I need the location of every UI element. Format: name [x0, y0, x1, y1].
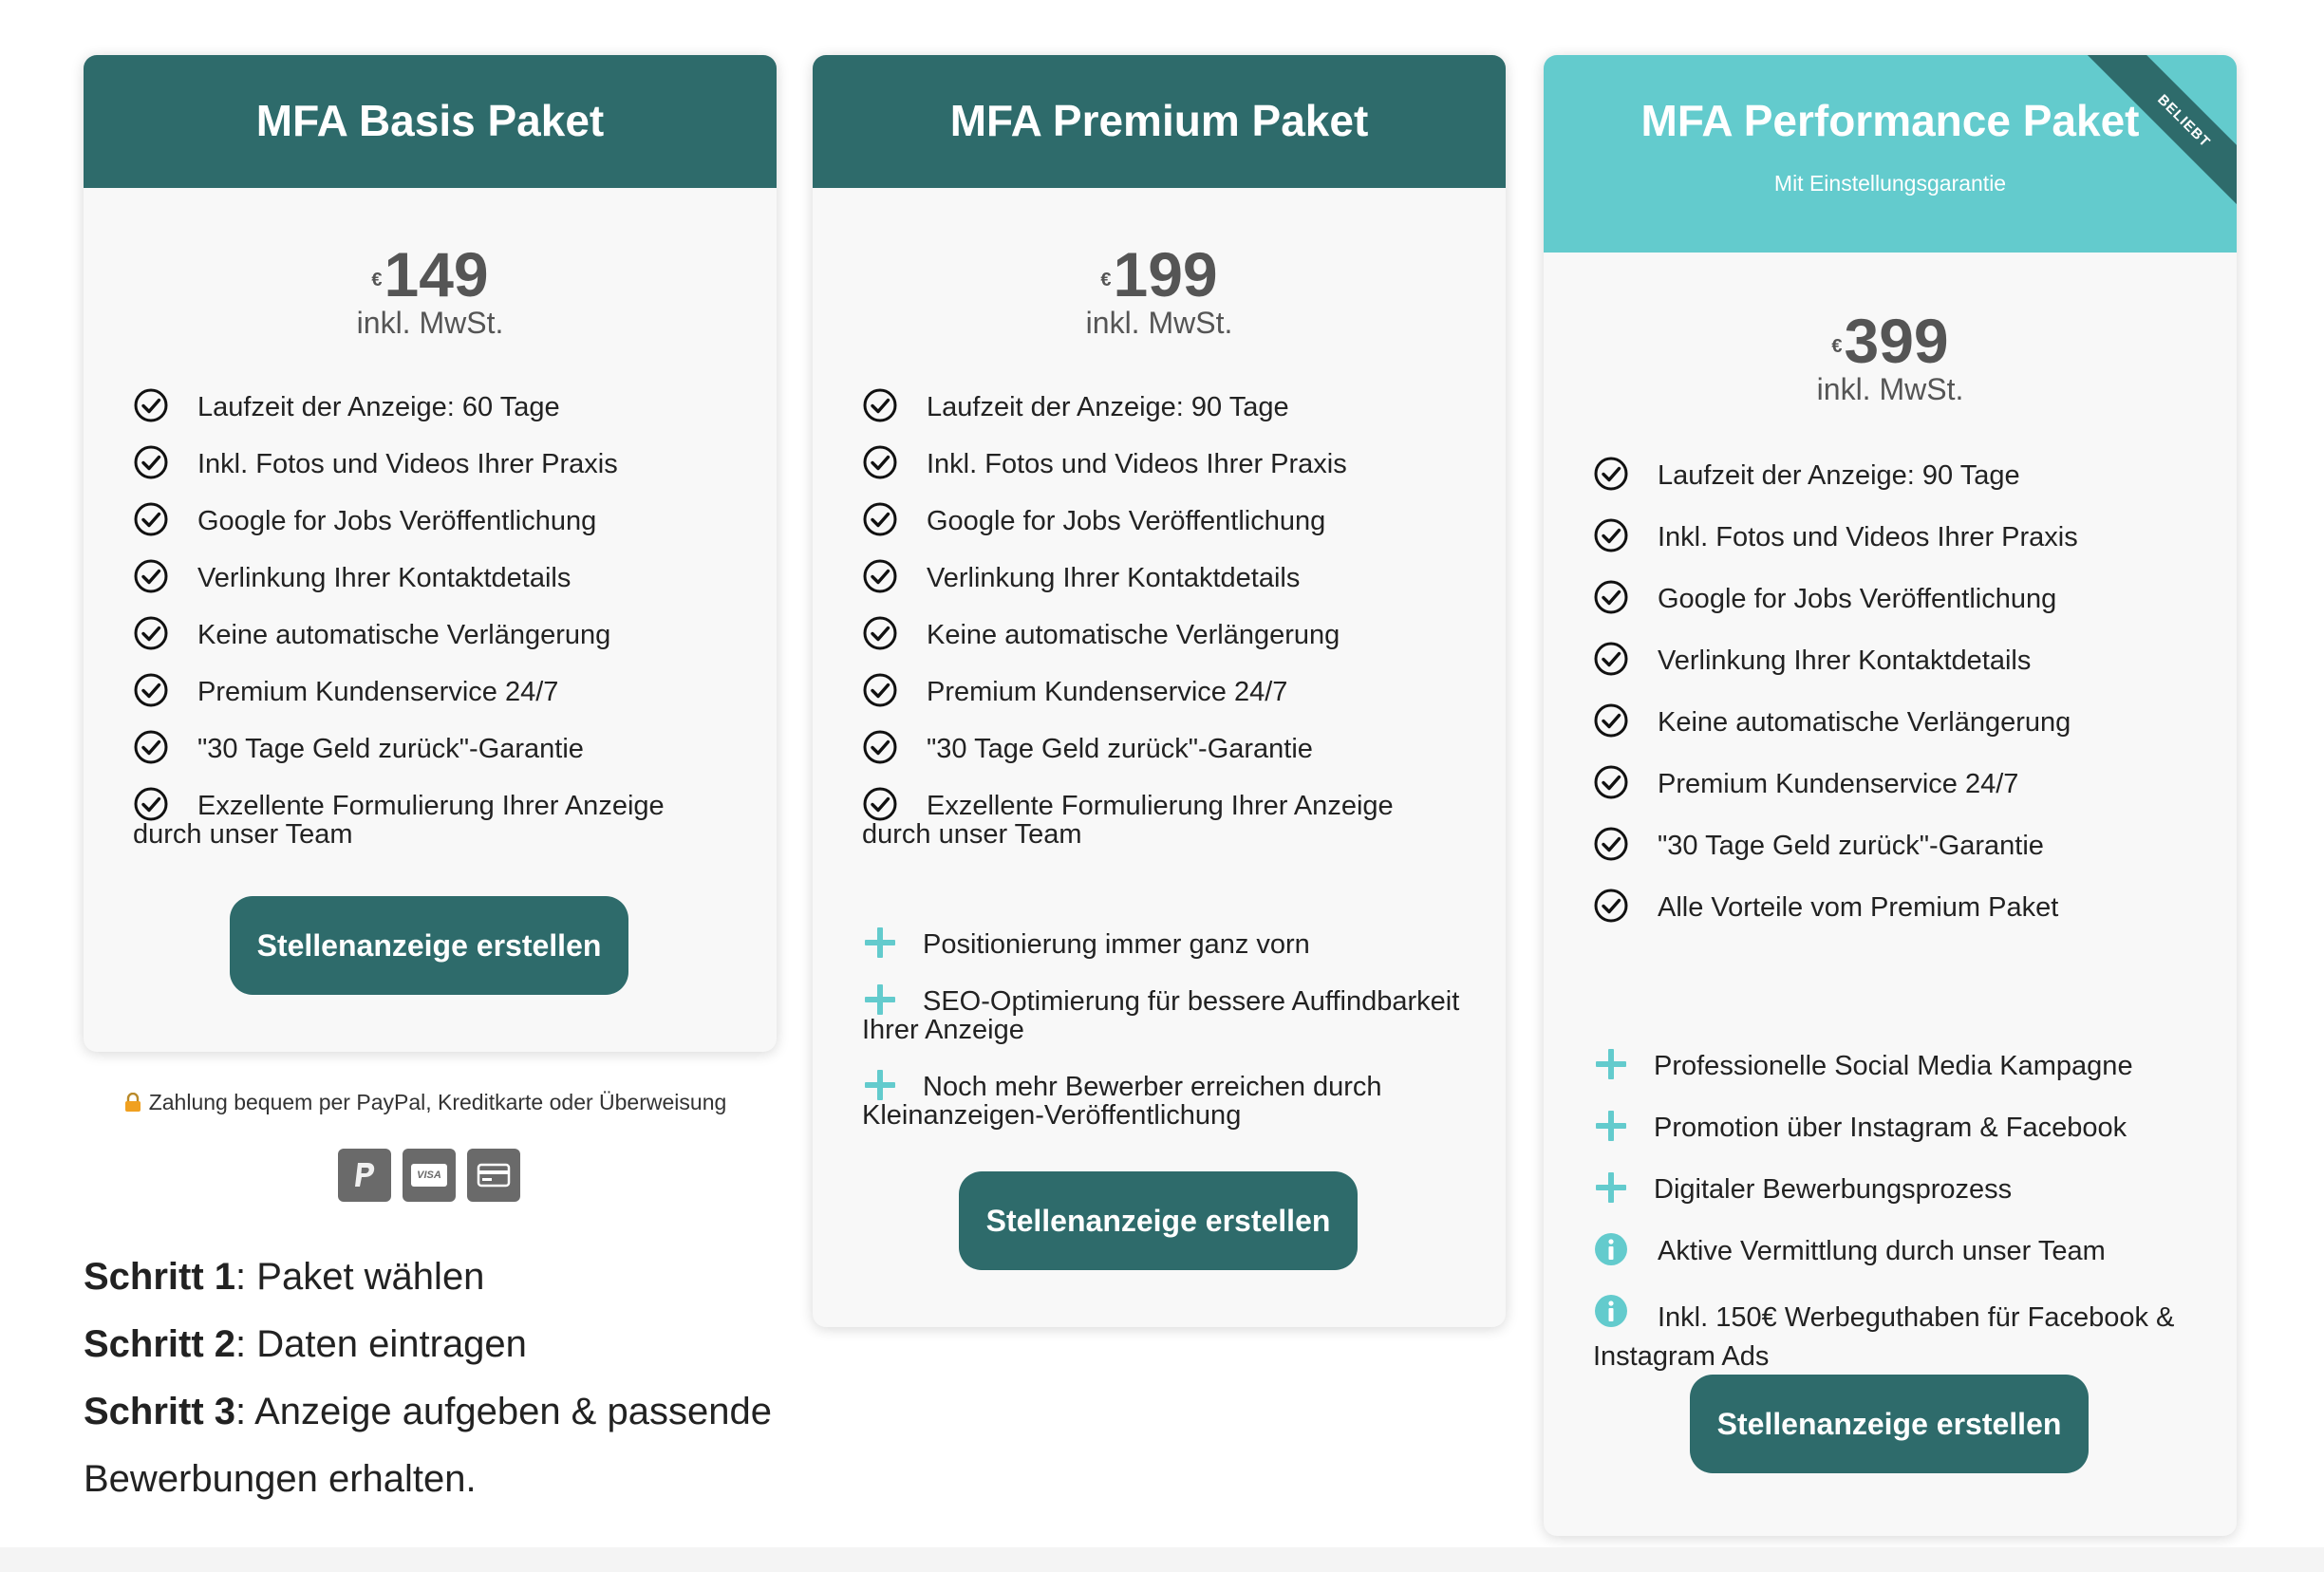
- check-circle-icon: [862, 672, 898, 708]
- currency-symbol: €: [1831, 336, 1843, 357]
- card-subtitle: Mit Einstellungsgarantie: [1773, 171, 2007, 196]
- credit-card-icon: [467, 1149, 520, 1202]
- check-circle-icon: [133, 672, 169, 708]
- check-circle-icon: [133, 387, 169, 423]
- check-circle-icon: [133, 444, 169, 480]
- pricing-card-performance: [1544, 55, 2237, 1536]
- tax-note: inkl. MwSt.: [1085, 306, 1233, 340]
- feature-list: [1593, 461, 2201, 922]
- popular-ribbon: [2056, 55, 2237, 235]
- info-icon: [1593, 1293, 1629, 1329]
- check-circle-icon: [1593, 888, 1629, 924]
- step-item: Schritt 1: Paket wählen: [84, 1256, 485, 1298]
- feature-item: Laufzeit der Anzeige: 60 Tage: [133, 393, 740, 421]
- step-item: Schritt 3: Anzeige aufgeben & passende Bewerbungen erhalten.: [84, 1391, 772, 1500]
- feature-item: Exzellente Formulierung Ihrer Anzeige durch unser Team: [862, 792, 1470, 849]
- check-circle-icon: [862, 558, 898, 594]
- feature-list: [862, 393, 1470, 849]
- check-circle-icon: [862, 387, 898, 423]
- extra-item: Digitaler Bewerbungsprozess: [1593, 1175, 2201, 1204]
- check-circle-icon: [862, 729, 898, 765]
- info-item: Inkl. 150€ Werbeguthaben für Facebook & Instagram Ads: [1593, 1299, 2201, 1376]
- plus-icon: [862, 1067, 898, 1103]
- feature-item: Inkl. Fotos und Videos Ihrer Praxis: [862, 450, 1470, 478]
- paypal-icon: [338, 1149, 391, 1202]
- tax-note: inkl. MwSt.: [1816, 372, 1964, 406]
- check-circle-icon: [1593, 764, 1629, 800]
- extra-item: SEO-Optimierung für bessere Auffindbarkeit Ihrer Anzeige: [862, 987, 1470, 1044]
- check-circle-icon: [1593, 456, 1629, 492]
- card-header: [813, 55, 1506, 188]
- price-block: [813, 239, 1506, 340]
- payment-note: Zahlung bequem per PayPal, Kreditkarte oder Überweisung: [84, 1090, 767, 1115]
- feature-item: Alle Vorteile vom Premium Paket: [1593, 893, 2201, 922]
- card-title: MFA Premium Paket: [949, 96, 1369, 145]
- currency-symbol: €: [1100, 270, 1112, 290]
- card-title: MFA Basis Paket: [255, 96, 605, 145]
- visa-label: VISA: [411, 1164, 447, 1187]
- create-job-ad-button[interactable]: Stellenanzeige erstellen: [230, 896, 628, 995]
- extra-item: Promotion über Instagram & Facebook: [1593, 1114, 2201, 1142]
- feature-item: Verlinkung Ihrer Kontaktdetails: [1593, 646, 2201, 675]
- plus-icon: [1593, 1108, 1629, 1144]
- pricing-card-premium: [813, 55, 1506, 1327]
- feature-list: [133, 393, 740, 849]
- feature-item: Keine automatische Verlängerung: [862, 621, 1470, 649]
- feature-item: Google for Jobs Veröffentlichung: [1593, 585, 2201, 613]
- steps-list: [84, 1244, 805, 1513]
- create-job-ad-button[interactable]: Stellenanzeige erstellen: [1690, 1375, 2089, 1473]
- extra-item: Professionelle Social Media Kampagne: [1593, 1052, 2201, 1080]
- visa-icon: [403, 1149, 456, 1202]
- feature-item: "30 Tage Geld zurück"-Garantie: [1593, 832, 2201, 860]
- tax-note: inkl. MwSt.: [356, 306, 504, 340]
- feature-item: Premium Kundenservice 24/7: [862, 678, 1470, 706]
- feature-item: Laufzeit der Anzeige: 90 Tage: [1593, 461, 2201, 490]
- extras-list: [1593, 1052, 2201, 1376]
- check-circle-icon: [1593, 517, 1629, 553]
- feature-item: Verlinkung Ihrer Kontaktdetails: [133, 564, 740, 592]
- extra-item: Positionierung immer ganz vorn: [862, 930, 1470, 959]
- check-circle-icon: [1593, 641, 1629, 677]
- payment-icons: [338, 1149, 520, 1204]
- lock-icon: [124, 1092, 141, 1111]
- feature-item: Verlinkung Ihrer Kontaktdetails: [862, 564, 1470, 592]
- card-header: [84, 55, 777, 188]
- create-job-ad-button[interactable]: Stellenanzeige erstellen: [959, 1171, 1358, 1270]
- ribbon-label: BELIEBT: [2074, 55, 2237, 231]
- extras-list: [862, 930, 1470, 1130]
- feature-item: Exzellente Formulierung Ihrer Anzeige durch unser Team: [133, 792, 740, 849]
- check-circle-icon: [133, 729, 169, 765]
- check-circle-icon: [133, 615, 169, 651]
- check-circle-icon: [862, 786, 898, 822]
- feature-item: Laufzeit der Anzeige: 90 Tage: [862, 393, 1470, 421]
- info-icon: [1593, 1231, 1629, 1267]
- extra-item: Noch mehr Bewerber erreichen durch Kleinanzeigen-Veröffentlichung: [862, 1073, 1470, 1130]
- check-circle-icon: [1593, 826, 1629, 862]
- plus-icon: [1593, 1046, 1629, 1082]
- check-circle-icon: [862, 615, 898, 651]
- price-amount: 399: [1844, 306, 1949, 376]
- feature-item: Premium Kundenservice 24/7: [133, 678, 740, 706]
- price-block: [84, 239, 777, 340]
- pricing-card-basis: [84, 55, 777, 1052]
- feature-item: Premium Kundenservice 24/7: [1593, 770, 2201, 798]
- price-block: [1544, 306, 2237, 406]
- plus-icon: [862, 925, 898, 961]
- check-circle-icon: [133, 558, 169, 594]
- feature-item: Keine automatische Verlängerung: [1593, 708, 2201, 737]
- feature-item: Google for Jobs Veröffentlichung: [133, 507, 740, 535]
- currency-symbol: €: [371, 270, 383, 290]
- feature-item: "30 Tage Geld zurück"-Garantie: [862, 735, 1470, 763]
- page-footer-band: [0, 1547, 2324, 1572]
- price-amount: 149: [384, 239, 489, 309]
- feature-item: Keine automatische Verlängerung: [133, 621, 740, 649]
- feature-item: Inkl. Fotos und Videos Ihrer Praxis: [1593, 523, 2201, 552]
- info-item: Aktive Vermittlung durch unser Team: [1593, 1237, 2201, 1265]
- check-circle-icon: [133, 501, 169, 537]
- card-title: MFA Performance Paket: [1640, 96, 2140, 145]
- plus-icon: [862, 982, 898, 1018]
- check-circle-icon: [862, 501, 898, 537]
- feature-item: "30 Tage Geld zurück"-Garantie: [133, 735, 740, 763]
- plus-icon: [1593, 1170, 1629, 1206]
- check-circle-icon: [1593, 579, 1629, 615]
- price-amount: 199: [1113, 239, 1218, 309]
- check-circle-icon: [862, 444, 898, 480]
- feature-item: Google for Jobs Veröffentlichung: [862, 507, 1470, 535]
- check-circle-icon: [1593, 702, 1629, 739]
- feature-item: Inkl. Fotos und Videos Ihrer Praxis: [133, 450, 740, 478]
- step-item: Schritt 2: Daten eintragen: [84, 1323, 527, 1365]
- check-circle-icon: [133, 786, 169, 822]
